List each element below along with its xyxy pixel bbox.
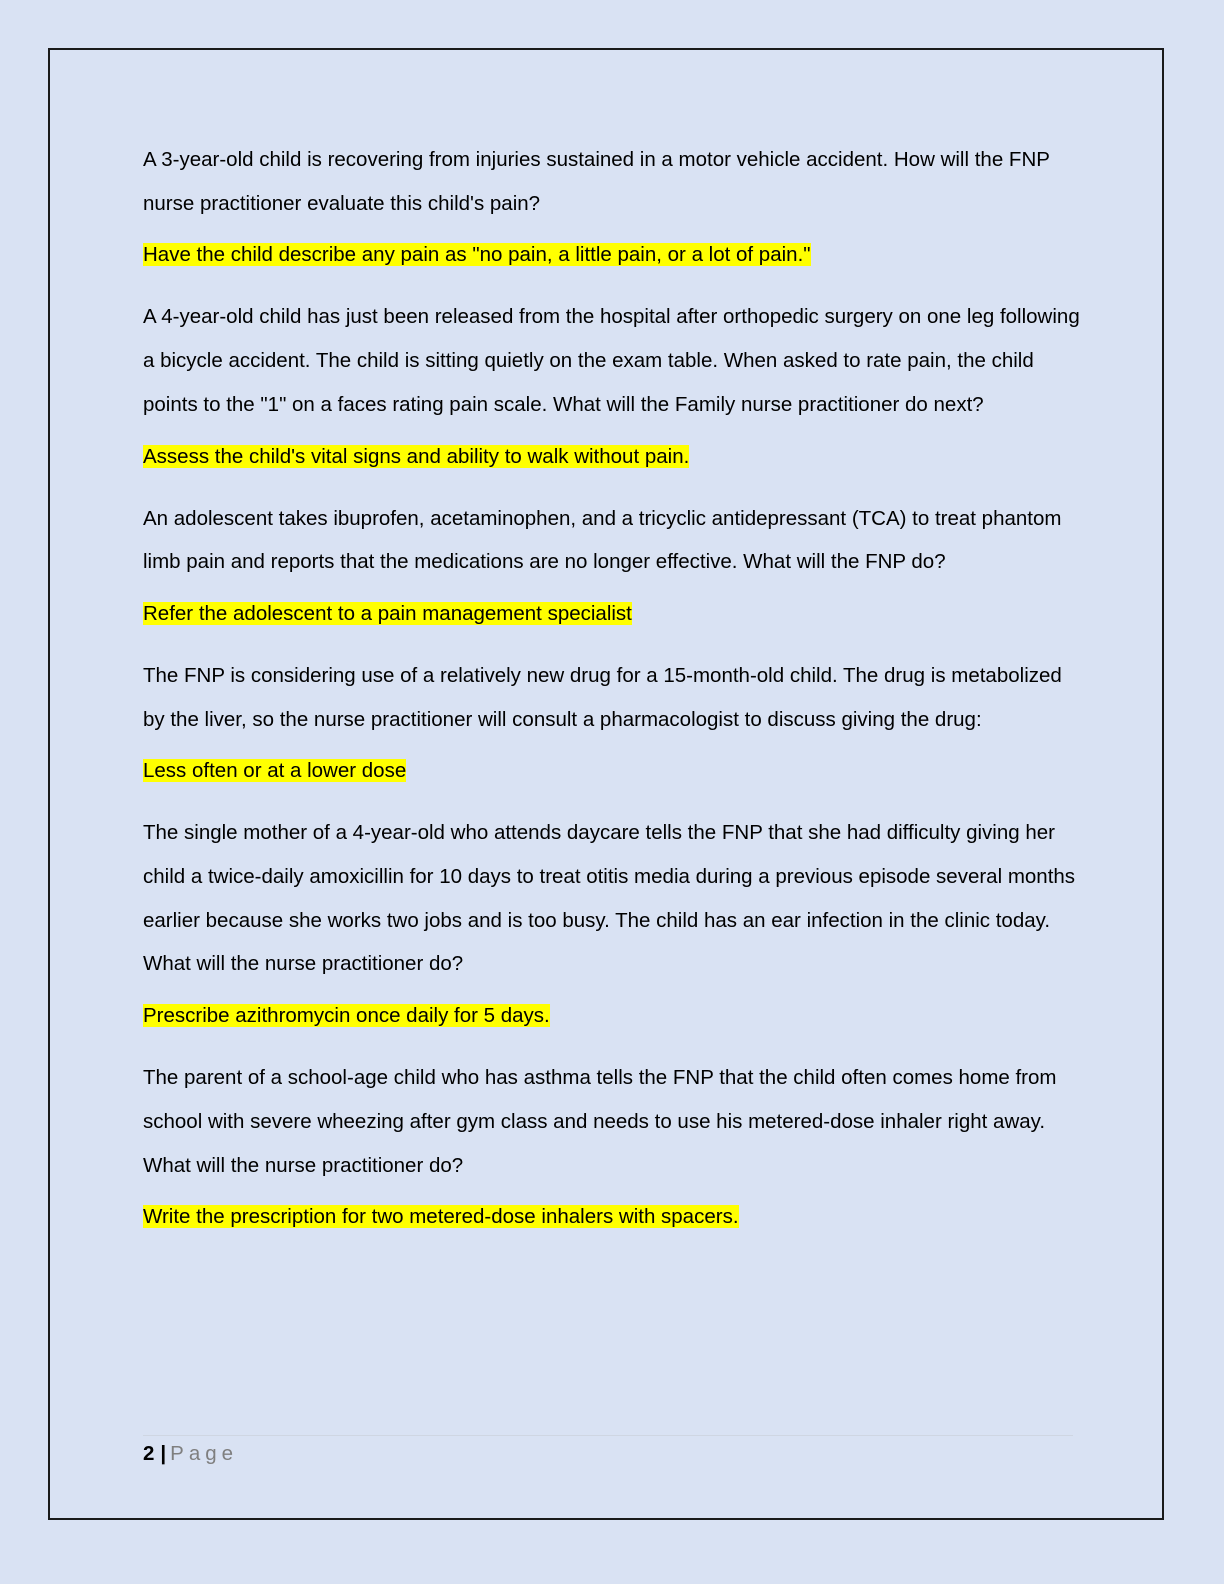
question-text: A 4-year-old child has just been released from the hospital after orthopedic surgery on one leg following a bicycle accident. The child is sitting quietly on the exam table. When asked to rate pain, the child points to the "1" on a faces rating pain scale. What will the Family nurse practitioner do next? — [143, 305, 1080, 416]
answer-highlight — [143, 1001, 1083, 1031]
question-text: The FNP is considering use of a relatively new drug for a 15-month-old child. The drug is metabolized by the liver, so the nurse practitioner will consult a pharmacologist to discuss giving the drug: — [143, 663, 1062, 731]
answer-highlight — [143, 240, 1083, 270]
answer-highlight — [143, 599, 1083, 629]
answer-highlight — [143, 756, 1083, 786]
question-text: An adolescent takes ibuprofen, acetaminophen, and a tricyclic antidepressant (TCA) to treat phantom limb pain and reports that the medications are no longer effective. What will the FNP do? — [143, 506, 1062, 574]
answer-highlight — [143, 1202, 1083, 1232]
page-number: 2 — [143, 1442, 155, 1465]
question-text: A 3-year-old child is recovering from injuries sustained in a motor vehicle accident. How will the FNP nurse practitioner evaluate this child's pain? — [143, 148, 1050, 215]
answer-text: Less often or at a lower dose — [143, 759, 407, 783]
footer-divider — [143, 1435, 1073, 1436]
answer-text: Refer the adolescent to a pain management specialist — [143, 601, 632, 625]
question-text: The parent of a school-age child who has asthma tells the FNP that the child often comes home from school with severe wheezing after gym class and needs to use his metered-dose inhaler right away. What will the nurse practitioner do? — [143, 1066, 1057, 1177]
page-label: Page — [170, 1442, 239, 1465]
answer-text: Have the child describe any pain as "no pain, a little pain, or a lot of pain." — [143, 243, 811, 267]
document-body — [143, 138, 1083, 1257]
question-text: The single mother of a 4-year-old who attends daycare tells the FNP that she had difficulty giving her child a twice-daily amoxicillin for 10 days to treat otitis media during a previous episode several months earlier because she works two jobs and is too busy. The child has an ear infection in the clinic today. What will the nurse practitioner do? — [143, 821, 1076, 976]
page-footer — [143, 1440, 238, 1468]
answer-text: Prescribe azithromycin once daily for 5 days. — [143, 1004, 550, 1028]
answer-text: Assess the child's vital signs and ability to walk without pain. — [143, 444, 690, 468]
answer-highlight — [143, 442, 1083, 472]
footer-separator: | — [160, 1442, 167, 1465]
answer-text: Write the prescription for two metered-dose inhalers with spacers. — [143, 1205, 739, 1229]
